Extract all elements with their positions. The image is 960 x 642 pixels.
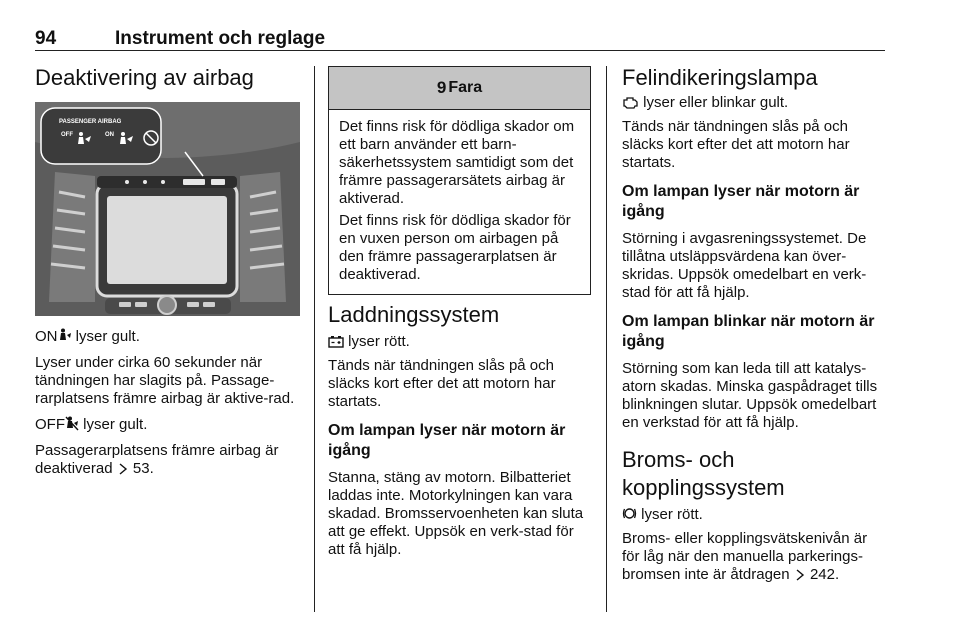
column-malfunction bbox=[622, 60, 886, 586]
charging-subheading: Om lampan lyser när motorn är igång bbox=[328, 422, 566, 459]
section-title-malfunction: Felindikeringslampa bbox=[622, 65, 818, 90]
column-divider-2 bbox=[606, 66, 607, 612]
column-divider-1 bbox=[314, 66, 315, 612]
warning-triangle-icon: 9 bbox=[436, 78, 447, 97]
malfunction-status bbox=[622, 94, 886, 114]
danger-warning-paragraph-2: Det finns risk för dödliga skador för en vuxen person om airbagen på den främre passagerarplatsen är deaktiverad. bbox=[339, 212, 571, 283]
charging-paragraph-2: Stanna, stäng av motorn. Bilbatteriet laddas inte. Motorkylningen kan vara skadad. Bromsservoenheten kan sluta att ge effekt. Uppsök en verk-stad för att få hjälp. bbox=[328, 469, 584, 558]
danger-warning-body bbox=[329, 110, 590, 294]
airbag-on-description: Lyser under cirka 60 sekunder när tändningen har slagits på. Passage-rarplatsens främre airbag är aktive-rad. bbox=[35, 354, 295, 407]
airbag-indicator-icons bbox=[71, 130, 191, 154]
airbag-off-description bbox=[35, 442, 300, 480]
airbag-off-text: lyser gult. bbox=[79, 416, 148, 433]
page-reference-arrow-icon-2 bbox=[794, 568, 806, 586]
airbag-on-icon bbox=[58, 328, 72, 348]
brake-paragraph bbox=[622, 530, 886, 586]
danger-warning-title: Fara bbox=[448, 79, 483, 96]
engine-icon bbox=[622, 96, 639, 114]
brake-warning-icon bbox=[622, 506, 637, 526]
battery-icon bbox=[328, 335, 344, 353]
column-airbag bbox=[35, 60, 300, 480]
airbag-off-description-text: Passagerarplatsens främre airbag är deaktiverad bbox=[35, 442, 279, 477]
malfunction-subheading-1: Om lampan lyser när motorn är igång bbox=[622, 183, 860, 220]
airbag-off-prefix: OFF bbox=[35, 416, 65, 433]
column-charging bbox=[328, 60, 591, 559]
malfunction-paragraph-1: Tänds när tändningen slås på och släcks kort efter det att motorn har startats. bbox=[622, 118, 850, 171]
brake-paragraph-text: Broms- eller kopplingsvätskenivån är för låg när den manuella parkerings-bromsen inte är åtdragen bbox=[622, 530, 868, 583]
section-title-airbag: Deaktivering av airbag bbox=[35, 65, 254, 90]
charging-status-text: lyser rött. bbox=[344, 333, 410, 350]
danger-warning-paragraph-1: Det finns risk för dödliga skador om ett barn använder ett barn-säkerhetssystem samtidigt som det främre passagerarsätets airbag är aktiverad. bbox=[339, 118, 575, 207]
airbag-off-icon bbox=[65, 416, 79, 436]
brake-status-text: lyser rött. bbox=[637, 506, 703, 523]
chapter-title: Instrument och reglage bbox=[115, 28, 326, 49]
page-reference-arrow-icon bbox=[117, 462, 129, 480]
airbag-off-label: OFF bbox=[61, 132, 73, 138]
malfunction-paragraph-2: Störning i avgasreningssystemet. De tillåtna utsläppsvärdena kan över-skridas. Uppsök omedelbart en verk-stad för att få hjälp. bbox=[622, 230, 867, 301]
section-title-brake: Broms- och kopplingssystem bbox=[622, 447, 785, 500]
airbag-panel-label: PASSENGER AIRBAG bbox=[59, 119, 122, 125]
malfunction-subheading-2: Om lampan blinkar när motorn är igång bbox=[622, 313, 875, 350]
airbag-off-page-ref[interactable]: 53. bbox=[132, 460, 154, 477]
page-number: 94 bbox=[35, 28, 57, 49]
airbag-on-prefix: ON bbox=[35, 328, 58, 345]
danger-warning-header bbox=[329, 67, 590, 110]
airbag-on-status bbox=[35, 328, 300, 348]
brake-page-ref[interactable]: 242. bbox=[809, 566, 840, 583]
danger-warning-box bbox=[328, 66, 591, 295]
malfunction-paragraph-3: Störning som kan leda till att katalys-atorn skadas. Minska gaspådraget tills blinkningen slutar. Uppsök omedelbart en verkstad för att få hjälp. bbox=[622, 360, 878, 431]
airbag-on-text: lyser gult. bbox=[71, 328, 140, 345]
charging-paragraph-1: Tänds när tändningen slås på och släcks kort efter det att motorn har startats. bbox=[328, 357, 556, 410]
page-header bbox=[35, 26, 885, 51]
dashboard-illustration bbox=[35, 102, 300, 316]
section-title-charging: Laddningssystem bbox=[328, 302, 500, 327]
charging-status bbox=[328, 333, 591, 353]
brake-status bbox=[622, 506, 886, 526]
airbag-off-status bbox=[35, 416, 300, 436]
airbag-on-label: ON bbox=[105, 132, 114, 138]
malfunction-status-text: lyser eller blinkar gult. bbox=[639, 94, 789, 111]
